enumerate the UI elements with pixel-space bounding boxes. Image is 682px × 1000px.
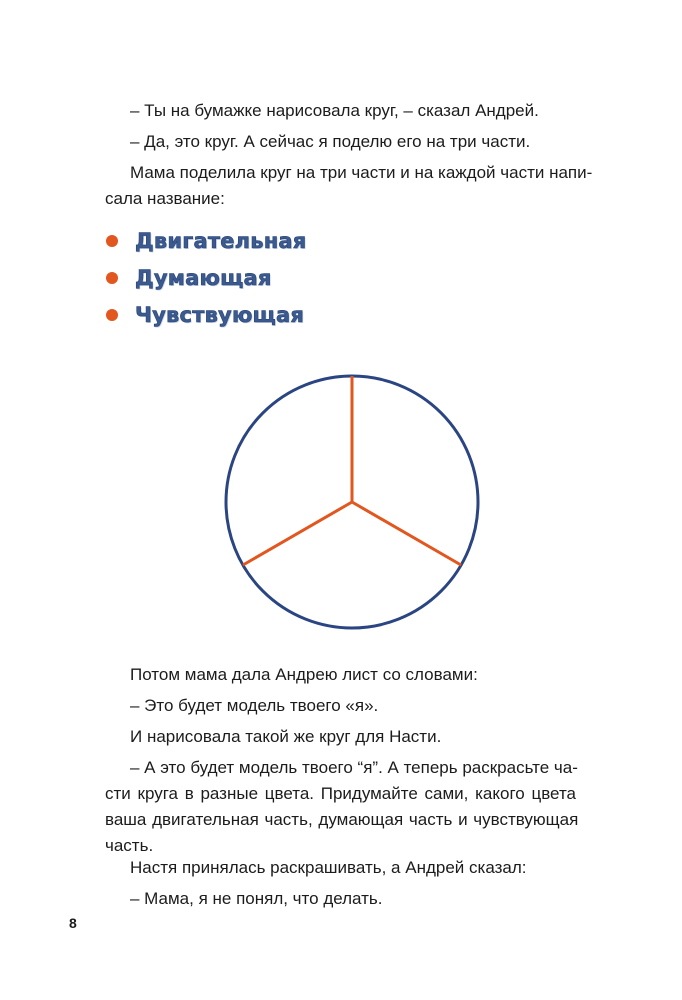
story-paragraph-3: И нарисовала такой же круг для Насти.	[130, 727, 442, 746]
divider-line-left	[243, 502, 352, 565]
list-item-label: Двигательная	[135, 228, 307, 253]
story-paragraph-6: – Мама, я не понял, что делать.	[130, 889, 383, 908]
intro-line-1: Мама поделила круг на три части и на каждой части напи-	[130, 163, 593, 182]
story-paragraph-5: Настя принялась раскрашивать, а Андрей сказал:	[130, 858, 527, 877]
dialogue-line-2: – Да, это круг. А сейчас я поделю его на три части.	[130, 132, 531, 151]
section-names-list	[106, 222, 307, 333]
story-paragraph-4-line-1: – А это будет модель твоего “я”. А теперь раскрасьте ча-	[130, 758, 578, 777]
story-paragraph-4-line-2: сти круга в разные цвета. Придумайте сами, какого цвета	[105, 784, 576, 803]
intro-line-2: сала название:	[105, 189, 225, 208]
story-paragraph-4-line-4: часть.	[105, 836, 154, 855]
story-paragraph-1: Потом мама дала Андрею лист со словами:	[130, 665, 478, 684]
list-item-motor	[106, 222, 307, 259]
story-paragraph-2: – Это будет модель твоего «я».	[130, 696, 379, 715]
dialogue-line-1: – Ты на бумажке нарисовала круг, – сказал Андрей.	[130, 101, 539, 120]
story-paragraph-4-line-3: ваша двигательная часть, думающая часть и чувствующая	[105, 810, 579, 829]
list-item-label: Чувствующая	[135, 302, 305, 327]
page-number: 8	[69, 915, 77, 931]
intro-paragraph	[105, 160, 593, 212]
three-part-circle-diagram	[222, 372, 482, 632]
divider-line-right	[352, 502, 461, 565]
bullet-dot-icon	[106, 272, 118, 284]
bullet-dot-icon	[106, 235, 118, 247]
bullet-dot-icon	[106, 309, 118, 321]
list-item-thinking	[106, 259, 307, 296]
story-paragraph-4	[105, 755, 592, 859]
list-item-feeling	[106, 296, 307, 333]
list-item-label: Думающая	[135, 265, 272, 290]
